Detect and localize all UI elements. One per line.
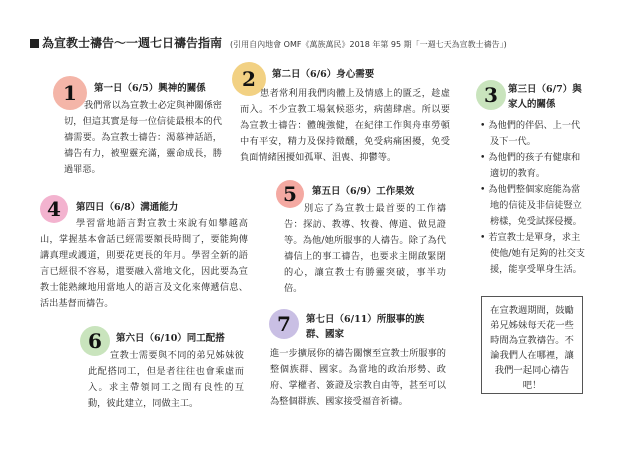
- day-6-number: 6: [88, 329, 102, 353]
- day-4-heading: 第四日（6/8）溝通能力: [76, 202, 179, 213]
- day-4-number: 4: [47, 197, 61, 221]
- page-title: 為宣教士禱告～一週七日禱告指南: [42, 36, 223, 50]
- day-5-number: 5: [283, 182, 297, 206]
- day-5-text: 別忘了為宣教士最首要的工作禱告：探訪、教導、牧養、傳道、做見證等。為他/她所服事的人禱告。除了為代禱信上的事工禱告，也要求主開啟緊閉的心，讓宣教士有勝靈突破，事半功倍。: [284, 203, 446, 294]
- day-6-heading: 第六日（6/10）同工配搭: [116, 333, 225, 344]
- day-7-number: 7: [277, 312, 291, 336]
- day-3-heading: 第三日（6/7）與家人的關係: [508, 84, 582, 110]
- day-4-text: 學習當地語言對宣教士來說有如攀越高山，掌握基本會話已經需要額長時間了，要能夠傳講真理或護道，則要花更長的年月。學習全新的語言已經很不容易，還要融入當地文化，因此要為宣教士能熟練地用當地人的語言及文化來傳遞信息、活出基督而禱告。: [40, 218, 248, 309]
- day-7-number-circle: [269, 309, 299, 339]
- day-2-text: 患者常利用我們肉體上及情感上的匱乏，趁虛而入。不少宣教工場氣候惡劣，病菌肆虐。所以要為宣教士禱告：體魄強健，在紀律工作與舟車勞頓中有平安，精力及保持微醺，免受病痛困擾，免受負面情緒困擾如孤單、沮喪、抑鬱等。: [240, 88, 450, 163]
- day-1-text: 我們常以為宣教士必定與神關係密切，但這其實是每一位信徒最根本的代禱需要。為宣教士禱告：渴慕神話語，禱告有力，被聖靈充滿，靈命成長，勝過罪惡。: [64, 100, 222, 175]
- day-7-heading: 第七日（6/11）所服事的族群、國家: [306, 314, 425, 340]
- day-3-number-circle: [476, 80, 506, 110]
- day-3-bullet-item: • 為他們整個家庭能為當地的信徒及非信徒豎立榜樣，免受試探侵擾。: [480, 182, 588, 230]
- day-5-heading: 第五日（6/9）工作果效: [312, 186, 415, 197]
- day-2-heading: 第二日（6/6）身心需要: [272, 69, 375, 80]
- day-3-bullet-item: • 為他們的伴侶、上一代及下一代。: [480, 118, 588, 150]
- bullet-square-icon: [30, 39, 39, 48]
- page-subtitle: (引用自內地會 OMF《萬族萬民》2018 年第 95 期「一週七天為宣教士禱告」): [230, 40, 507, 49]
- day-1-heading: 第一日（6/5）興神的關係: [94, 83, 206, 94]
- day-3-bullet-list: [480, 118, 588, 278]
- day-6-text: 宣教士需要與不同的弟兄姊妹彼此配搭同工，但是者往往也會乘虛而入。求主帶領同工之間有良性的互動，彼此建立，同做主工。: [88, 350, 244, 409]
- page-header: [30, 34, 620, 51]
- day-1-number: 1: [63, 81, 77, 105]
- day-2-number: 2: [242, 67, 256, 91]
- prayer-encouragement-text: 在宣教週期間，鼓勵弟兄姊妹每天花一些時間為宣教禱告。不論我們人在哪裡，讓我們一起同心禱告吧！: [490, 305, 574, 391]
- day-7-text: 進一步擴展你的禱告關懷至宣教士所服事的整個族群、國家。為當地的政治形勢、政府、掌權者、簽證及宗教自由等，甚至可以為整個群族、國家接受福音祈禱。: [270, 348, 446, 407]
- day-3-bullet-item: • 若宣教士是單身，求主使他/她有足夠的社交支援，能享受單身生活。: [480, 230, 588, 278]
- day-3-number: 3: [484, 83, 498, 107]
- day-3-bullet-item: • 為他們的孩子有健康和適切的教育。: [480, 150, 588, 182]
- prayer-encouragement-box: [481, 296, 583, 394]
